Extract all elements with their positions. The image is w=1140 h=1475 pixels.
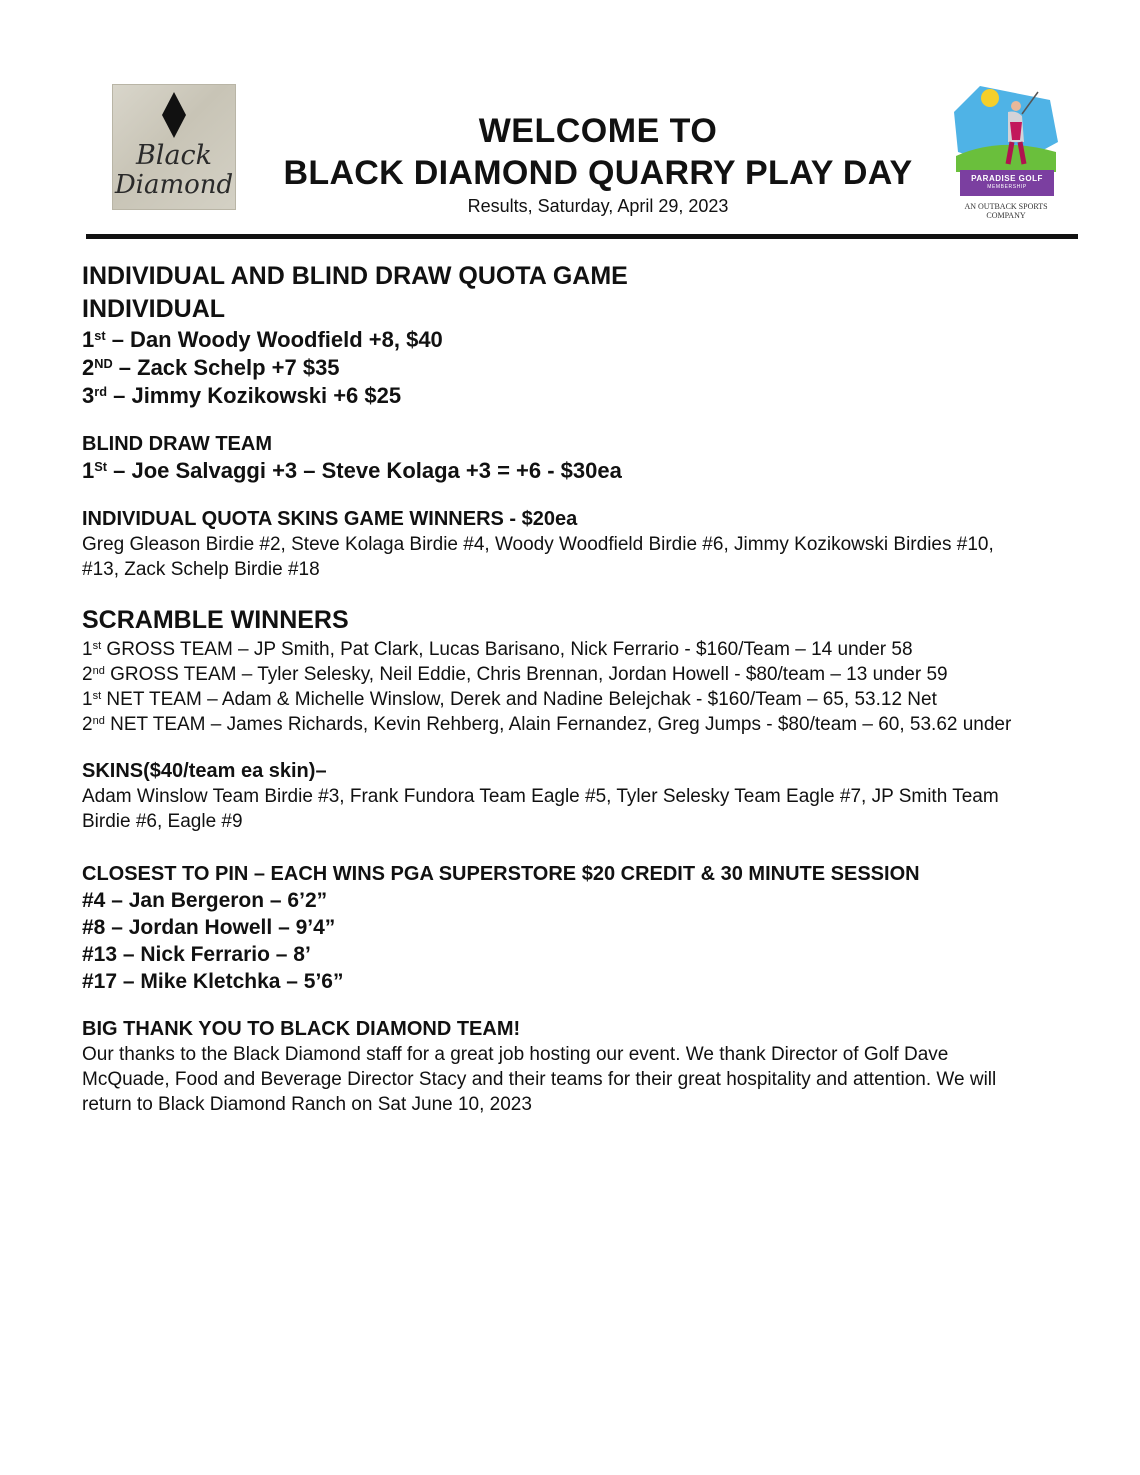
diamond-icon bbox=[162, 92, 186, 138]
black-diamond-logo bbox=[112, 84, 236, 210]
logo-word-black: Black bbox=[135, 140, 213, 171]
page-title-line1: WELCOME TO bbox=[478, 112, 718, 150]
team-skins-title: SKINS($40/team ea skin)– bbox=[82, 760, 327, 782]
paradise-golf-logo bbox=[950, 82, 1062, 220]
scramble-row: 2nd GROSS TEAM – Tyler Selesky, Neil Eddie, Chris Brennan, Jordan Howell - $80/team – 13 under 59 bbox=[82, 664, 948, 685]
individual-title: INDIVIDUAL bbox=[82, 295, 226, 323]
page-subtitle: Results, Saturday, April 29, 2023 bbox=[467, 196, 729, 216]
thanks-title: BIG THANK YOU TO BLACK DIAMOND TEAM! bbox=[82, 1018, 521, 1040]
closest-to-pin-row: #8 – Jordan Howell – 9’4” bbox=[82, 916, 336, 939]
closest-to-pin-row: #4 – Jan Bergeron – 6’2” bbox=[82, 889, 328, 912]
blind-draw-result: 1St – Joe Salvaggi +3 – Steve Kolaga +3 = +6 - $30ea bbox=[82, 458, 622, 483]
logo-tagline: AN OUTBACK SPORTS COMPANY bbox=[964, 202, 1048, 220]
individual-result: 3rd – Jimmy Kozikowski +6 $25 bbox=[82, 383, 402, 408]
quota-section-title: INDIVIDUAL AND BLIND DRAW QUOTA GAME bbox=[82, 262, 628, 290]
quota-skins-line: #13, Zack Schelp Birdie #18 bbox=[82, 559, 320, 580]
paradise-golf-badge bbox=[960, 170, 1054, 196]
badge-title: PARADISE GOLF bbox=[971, 174, 1043, 183]
thanks-line: Our thanks to the Black Diamond staff for a great job hosting our event. We thank Director of Golf Dave bbox=[82, 1044, 949, 1065]
thanks-line: McQuade, Food and Beverage Director Stacy and their teams for their great hospitality and attention. We will bbox=[82, 1069, 997, 1090]
closest-to-pin-title: CLOSEST TO PIN – EACH WINS PGA SUPERSTORE $20 CREDIT & 30 MINUTE SESSION bbox=[82, 863, 920, 885]
closest-to-pin-row: #17 – Mike Kletchka – 5’6” bbox=[82, 970, 344, 993]
results-content bbox=[82, 260, 1062, 1117]
individual-result: 1st – Dan Woody Woodfield +8, $40 bbox=[82, 327, 443, 352]
team-skins-line: Adam Winslow Team Birdie #3, Frank Fundora Team Eagle #5, Tyler Selesky Team Eagle #7, JP Smith Team bbox=[82, 786, 999, 807]
scramble-row: 1st NET TEAM – Adam & Michelle Winslow, Derek and Nadine Belejchak - $160/Team – 65, 53.12 Net bbox=[82, 689, 937, 710]
quota-skins-line: Greg Gleason Birdie #2, Steve Kolaga Birdie #4, Woody Woodfield Birdie #6, Jimmy Kozikowski Birdies #10, bbox=[82, 534, 994, 555]
individual-result: 2ND – Zack Schelp +7 $35 bbox=[82, 355, 340, 380]
scramble-row: 1st GROSS TEAM – JP Smith, Pat Clark, Lucas Barisano, Nick Ferrario - $160/Team – 14 under 58 bbox=[82, 639, 913, 660]
header-divider bbox=[86, 234, 1078, 239]
scramble-row: 2nd NET TEAM – James Richards, Kevin Rehberg, Alain Fernandez, Greg Jumps - $80/team – 60, 53.62 under bbox=[82, 714, 1012, 735]
golfer-icon bbox=[950, 82, 1062, 174]
team-skins-line: Birdie #6, Eagle #9 bbox=[82, 811, 243, 832]
logo-word-diamond: Diamond bbox=[114, 170, 234, 200]
blind-draw-title: BLIND DRAW TEAM bbox=[82, 433, 272, 455]
quota-skins-title: INDIVIDUAL QUOTA SKINS GAME WINNERS - $20ea bbox=[82, 508, 578, 530]
closest-to-pin-row: #13 – Nick Ferrario – 8’ bbox=[82, 943, 311, 966]
thanks-line: return to Black Diamond Ranch on Sat June 10, 2023 bbox=[82, 1094, 532, 1115]
scramble-title: SCRAMBLE WINNERS bbox=[82, 606, 349, 634]
page-title-line2: BLACK DIAMOND QUARRY PLAY DAY bbox=[283, 154, 913, 192]
badge-subtitle: MEMBERSHIP bbox=[987, 184, 1027, 190]
